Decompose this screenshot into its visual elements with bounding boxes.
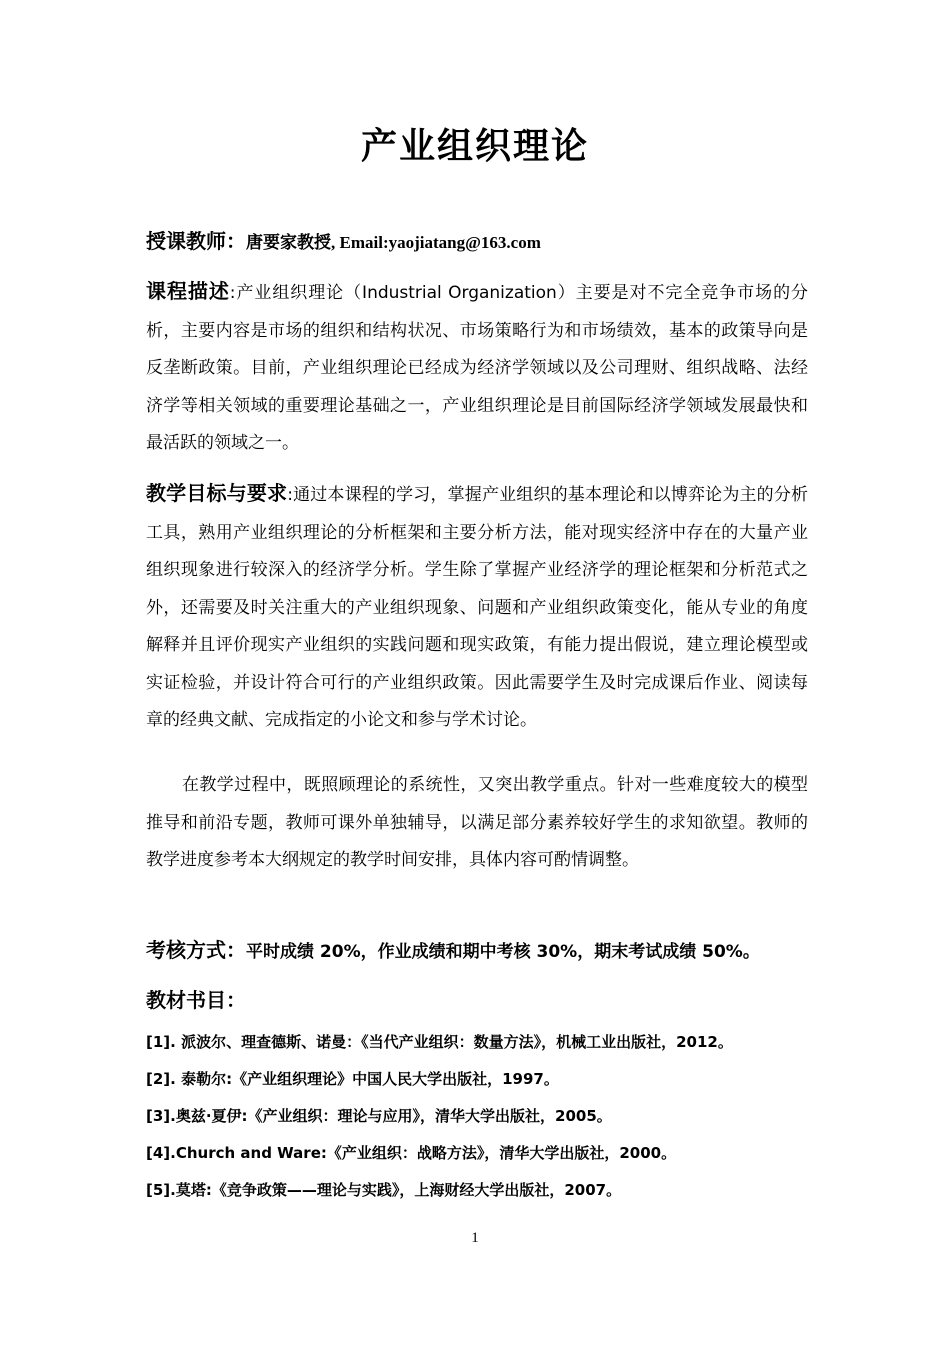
assessment-text: 平时成绩 20%，作业成绩和期中考核 30%，期末考试成绩 50%。 bbox=[246, 942, 760, 962]
teacher-line bbox=[146, 226, 808, 258]
books-heading: 教材书目： bbox=[146, 988, 246, 1012]
assessment-line bbox=[146, 933, 808, 969]
book-list bbox=[146, 1024, 826, 1209]
teaching-process bbox=[146, 767, 808, 880]
teacher-name: 唐要家教授, bbox=[246, 233, 336, 252]
teaching-note: 在教学过程中，既照顾理论的系统性，又突出教学重点。针对一些难度较大的模型推导和前沿专题，教师可课外单独辅导，以满足部分素养较好学生的求知欲望。教师的教学进度参考本大纲规定的教学时间安排，具体内容可酌情调整。 bbox=[146, 775, 808, 870]
goals-label: 教学目标与要求 bbox=[146, 481, 288, 505]
description-paragraph bbox=[146, 273, 808, 463]
assessment-label: 考核方式： bbox=[146, 938, 246, 962]
course-description bbox=[146, 273, 808, 463]
page-number: 1 bbox=[471, 1230, 479, 1246]
teacher-label: 授课教师： bbox=[146, 229, 246, 253]
goals-paragraph bbox=[146, 475, 808, 740]
book-item: [4].Church and Ware:《产业组织：战略方法》，清华大学出版社，2000。 bbox=[146, 1144, 677, 1162]
description-lead: :产业组织理论（Industrial Organization）主要是对不完全竞争市 bbox=[229, 283, 756, 303]
book-item: [1]. 派波尔、理查德斯、诺曼：《当代产业组织：数量方法》，机械工业出版社，2012。 bbox=[146, 1033, 733, 1051]
page-title: 产业组织理论 bbox=[360, 126, 589, 167]
goals-text: :通过本课程的学习，掌握产业组织的基本理论和以博弈论为主的分析工具，熟用产业组织理论的分析框架和主要分析方法，能对现实经济中存在的大量产业组织现象进行较深入的经济学分析。学生除了掌握产业经济学的理论框架和分析范式之外，还需要及时关注重大的产业组织现象、问题和产业组织政策变化，能从专业的角度解释并且评价现实产业组织的实践问题和现实政策，有能力提出假说，建立理论模型或实证检验，并设计符合可行的产业组织政策。因此需要学生及时完成课后作业、阅读每章的经典文献、完成指定的小论文和参与学术讨论。 bbox=[146, 485, 808, 730]
teacher-email: Email:yaojiatang@163.com bbox=[335, 233, 541, 252]
description-body: 场的分析，主要内容是市场的组织和结构状况、市场策略行为和市场绩效，基本的政策导向是反垄断政策。目前，产业组织理论已经成为经济学领域以及公司理财、组织战略、法经济学等相关领域的重要理论基础之一，产业组织理论是目前国际经济学领域发展最快和最活跃的领域之一。 bbox=[146, 283, 809, 453]
book-item: [5].莫塔:《竞争政策——理论与实践》，上海财经大学出版社，2007。 bbox=[146, 1181, 622, 1199]
teaching-goals bbox=[146, 475, 808, 740]
description-label: 课程描述 bbox=[146, 279, 230, 303]
book-item: [3].奥兹·夏伊:《产业组织：理论与应用》，清华大学出版社，2005。 bbox=[146, 1107, 612, 1125]
book-item: [2]. 泰勒尔:《产业组织理论》中国人民大学出版社，1997。 bbox=[146, 1070, 559, 1088]
